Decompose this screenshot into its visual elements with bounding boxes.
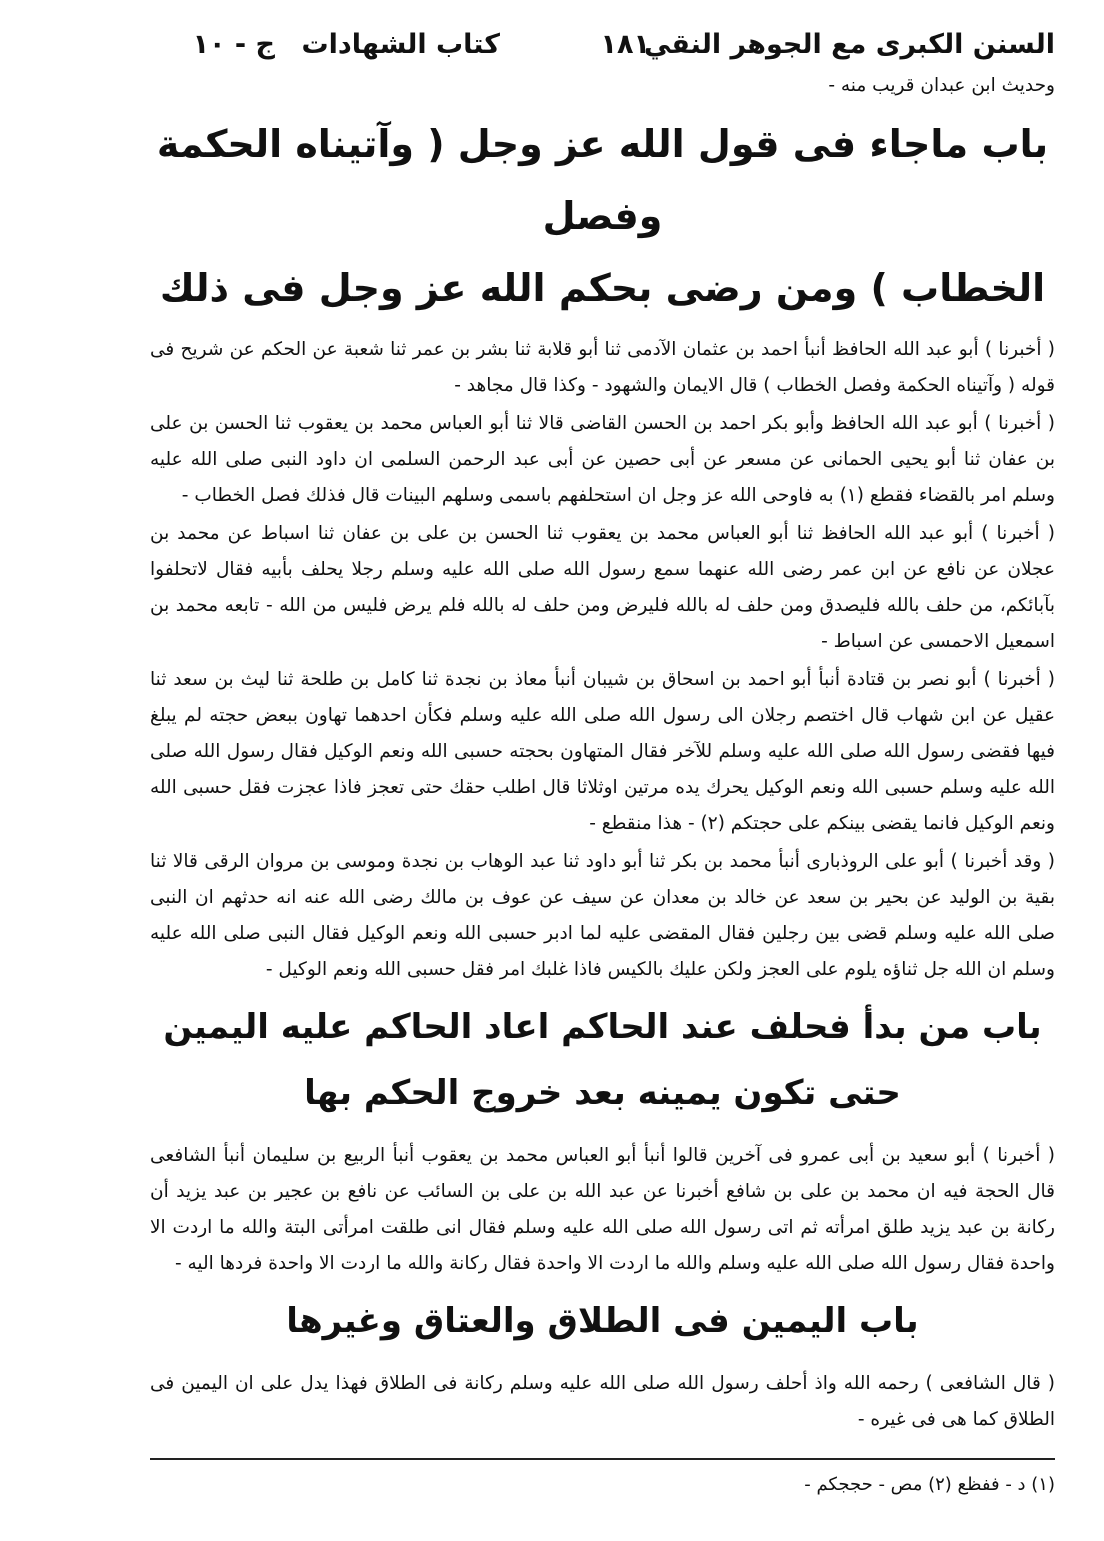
hadith-paragraph: ( أخبرنا ) أبو عبد الله الحافظ أنبأ احمد بن عثمان الآدمى ثنا أبو قلابة ثنا بشر بن عمر ثنا شعبة عن الحكم عن شريح فى قوله ( وآتيناه الحكمة وفصل الخطاب ) قال الايمان والشهود - وكذا قال مجاهد - — [150, 339, 1055, 396]
section-1 — [150, 108, 1055, 988]
document-page — [150, 22, 1055, 1522]
heading-line: باب ماجاء فى قول الله عز وجل ( وآتيناه الحكمة وفصل — [156, 122, 1049, 238]
volume-number: ج - ١٠ — [192, 29, 275, 60]
lead-line: وحديث ابن عبدان قريب منه - — [828, 75, 1055, 96]
hadith-paragraph: ( أخبرنا ) أبو عبد الله الحافظ وأبو بكر احمد بن الحسن القاضى قالا ثنا أبو العباس محمد بن يعقوب ثنا الحسن بن على بن عفان ثنا أبو يحيى الحمانى عن مسعر عن أبى حصين عن أبى عبد الرحمن السلمى ان داود النبى صلى الله عليه وسلم امر بالقضاء فقطع (١) به فاوحى الله عز وجل ان استحلفهم باسمى وسلهم البينات قال فذلك فصل الخطاب - — [150, 413, 1055, 506]
hadith-paragraph: ( أخبرنا ) أبو عبد الله الحافظ ثنا أبو العباس محمد بن يعقوب ثنا الحسن بن على بن عفان ثنا اسباط عن محمد بن عجلان عن نافع عن ابن عمر رضى الله عنهما سمع رسول الله صلى الله عليه وسلم رجلا يحلف بأبيه فقال لاتحلفوا بآبائكم، من حلف بالله فليصدق ومن حلف له بالله فليرض ومن حلف له بالله فلم يرض فليس من الله - تابعه محمد بن اسمعيل الاحمسى عن اسباط - — [150, 523, 1055, 652]
section-heading — [150, 994, 1055, 1126]
heading-line: باب من بدأ فحلف عند الحاكم اعاد الحاكم عليه اليمين — [163, 1007, 1042, 1047]
hadith-paragraph: ( قال الشافعى ) رحمه الله واذ أحلف رسول الله صلى الله عليه وسلم ركانة فى الطلاق فهذا يدل على ان اليمين فى الطلاق كما هى فى غيره - — [150, 1373, 1055, 1430]
section-2 — [150, 994, 1055, 1282]
heading-line: حتى تكون يمينه بعد خروج الحكم بها — [304, 1073, 901, 1113]
footnote-divider — [150, 1458, 1055, 1460]
hadith-paragraph: ( أخبرنا ) أبو نصر بن قتادة أنبأ أبو احمد بن اسحاق بن شيبان أنبأ معاذ بن نجدة ثنا كامل بن طلحة ثنا ليث بن سعد ثنا عقيل عن ابن شهاب قال اختصم رجلان الى رسول الله صلى الله عليه وسلم فكأن احدهما تهاون ببعض حجته لم يبلغ فيها فقضى رسول الله صلى الله عليه وسلم للآخر فقال المتهاون بحجته حسبى الله ونعم الوكيل فقال رسول الله صلى الله عليه وسلم حسبى الله ونعم الوكيل يحرك يده مرتين اوثلاثا قال اطلب حقك حتى تعجز فاذا عجزت فقل حسبى الله ونعم الوكيل فانما يقضى بينكم على حجتكم (٢) - هذا منقطع - — [150, 669, 1055, 834]
heading-line: باب اليمين فى الطلاق والعتاق وغيرها — [286, 1301, 919, 1341]
section-heading — [150, 108, 1055, 324]
hadith-paragraph: ( أخبرنا ) أبو سعيد بن أبى عمرو فى آخرين قالوا أنبأ أبو العباس محمد بن يعقوب أنبأ الربيع بن سليمان أنبأ الشافعى قال الحجة فيه ان محمد بن على بن شافع أخبرنا عن عبد الله بن على بن السائب عن نافع بن عجير بن عبد يزيد أن ركانة بن عبد يزيد طلق امرأته ثم اتى رسول الله صلى الله عليه وسلم فقال انى طلقت امرأتى البتة والله ما اردت الا واحدة فقال رسول الله صلى الله عليه وسلم والله ما اردت الا واحدة فقال ركانة والله ما اردت الا واحدة فردها اليه - — [150, 1145, 1055, 1274]
running-header — [150, 22, 1055, 68]
book-title: السنن الكبرى مع الجوهر النقي — [643, 29, 1055, 60]
heading-line: الخطاب ) ومن رضى بحكم الله عز وجل فى ذلك — [159, 266, 1046, 310]
page-number: ١٨١ — [600, 29, 650, 60]
footnote: (١) د - ففظع (٢) مص - حججكم - — [804, 1474, 1055, 1495]
section-3 — [150, 1288, 1055, 1438]
hadith-paragraph: ( وقد أخبرنا ) أبو على الروذبارى أنبأ محمد بن بكر ثنا أبو داود ثنا عبد الوهاب بن نجدة وموسى بن مروان الرقى قالا ثنا بقية بن الوليد عن بحير بن سعد عن خالد بن معدان عن سيف عن عوف بن مالك رضى الله عنه انه حدثهم ان النبى صلى الله عليه وسلم قضى بين رجلين فقال المقضى عليه لما ادبر حسبى الله ونعم الوكيل فقال النبى صلى الله عليه وسلم ان الله جل ثناؤه يلوم على العجز ولكن عليك بالكيس فاذا غلبك امر فقل حسبى الله ونعم الوكيل - — [150, 851, 1055, 980]
chapter-title: كتاب الشهادات — [301, 29, 500, 60]
section-heading — [150, 1288, 1055, 1354]
